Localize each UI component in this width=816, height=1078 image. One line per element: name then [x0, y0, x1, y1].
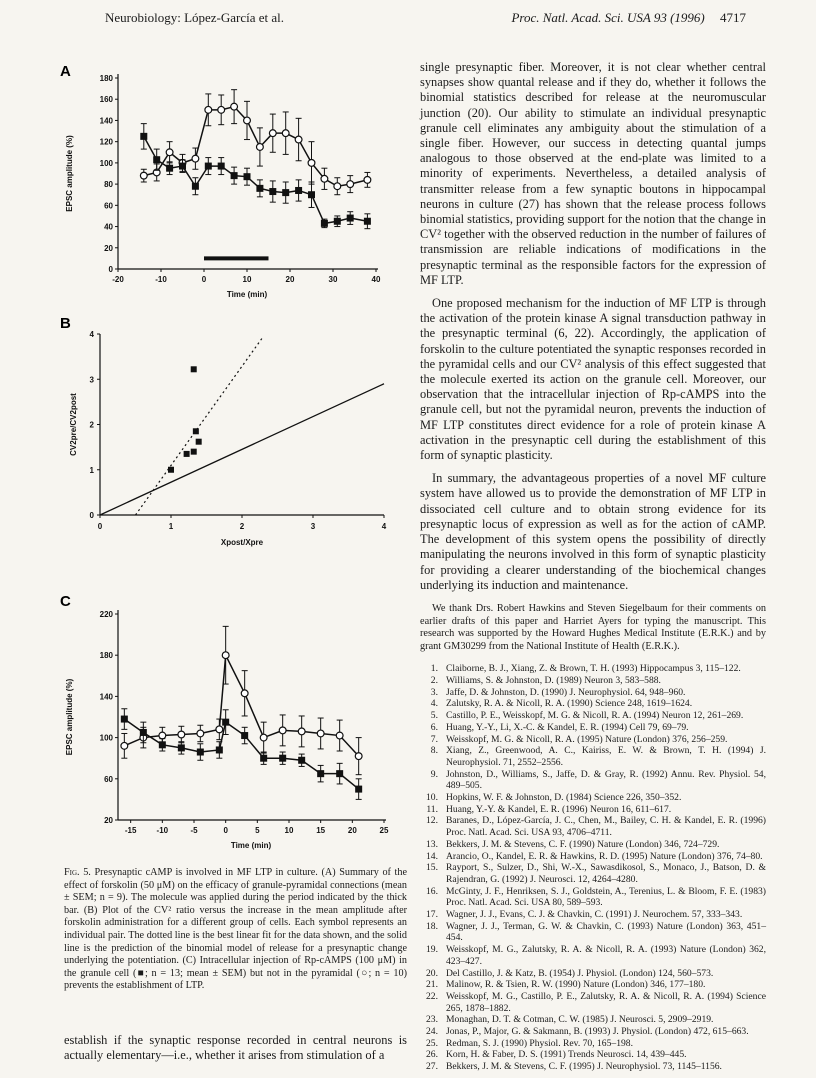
reference-item: [420, 944, 766, 967]
body-paragraph-3: In summary, the advantageous properties of a novel MF culture system have allowed us to provide the demonstration of MF LTP in dissociated cell culture and to obtain strong evidence for its presynaptic locus of expression as well as for the action of cAMP. The development of this system opens the possibility of directly manipulating the neurons involved in this form of synaptic plasticity for providing a clearer understanding of the biochemical changes underlying its induction and maintenance.: [420, 471, 766, 592]
scatter-point: [191, 449, 197, 455]
reference-number: 3.: [430, 686, 438, 698]
y-tick-label: 180: [99, 74, 113, 83]
data-point-filled: [269, 188, 276, 195]
figure-caption: [64, 867, 407, 993]
scatter-point: [193, 428, 199, 434]
y-tick-label: 120: [99, 137, 113, 147]
y-tick-label: 20: [104, 243, 113, 253]
data-point-open: [178, 731, 185, 738]
reference-number: 27.: [426, 1061, 438, 1073]
reference-number: 12.: [426, 815, 438, 827]
reference-text: Weisskopf, M. G., Zalutsky, R. A. & Nicoll, R. A. (1993) Nature (London) 362, 423–427.: [446, 944, 766, 967]
x-tick-label: 0: [201, 275, 207, 284]
data-point-open: [308, 159, 315, 166]
reference-item: [420, 979, 766, 991]
data-point-open: [244, 117, 251, 124]
reference-item: [420, 921, 766, 944]
reference-item: [420, 862, 766, 885]
reference-item: [420, 909, 766, 921]
y-tick-label: 160: [99, 95, 113, 105]
caption-text: Presynaptic cAMP is involved in MF LTP in culture. (A) Summary of the effect of forskolin (50 μM) on the efficacy of granule-pyramidal connections (mean ± SEM; n = 9). The molecule was applied during the period indicated by the thick bar. (B) Plot of the CV² ratio versus the increase in the mean amplitude after forskolin administration for a different group of cells. Each symbol represents an individual pair. The dotted line is the best linear fit for the data shown, and the solid line is the prediction of the binomial model of release for a presynaptic change underlying the potentiation. (C) Intracellular injection of Rp-cAMPS (100 μM) in the granule cell (■; n = 13; mean ± SEM) but not in the pyramidal (○; n = 10) prevents the establishment of LTP.: [64, 867, 407, 992]
y-tick-label: 140: [99, 692, 113, 702]
x-tick-label: 3: [310, 522, 316, 531]
y-tick-label: 2: [89, 420, 94, 430]
reference-item: [420, 792, 766, 804]
y-axis-label: EPSC amplitude (%): [65, 135, 74, 212]
reference-text: Monaghan, D. T. & Cotman, C. W. (1985) J. Neurosci. 5, 2909–2919.: [446, 1014, 714, 1026]
reference-item: [420, 734, 766, 746]
reference-text: Wagner, J. J., Evans, C. J. & Chavkin, C. (1991) J. Neurochem. 57, 333–343.: [446, 909, 743, 921]
data-point-open: [282, 130, 289, 137]
x-tick-label: -15: [124, 826, 137, 835]
data-point-filled: [279, 755, 286, 762]
reference-number: 25.: [426, 1037, 438, 1049]
scatter-point: [191, 366, 197, 372]
data-point-filled: [178, 744, 185, 751]
data-point-filled: [159, 741, 166, 748]
y-axis-label: CV2pre/CV2post: [69, 393, 78, 456]
y-tick-label: 60: [104, 201, 113, 211]
reference-item: [420, 839, 766, 851]
reference-item: [420, 722, 766, 734]
body-paragraph-2: One proposed mechanism for the induction of MF LTP is through the activation of the protein kinase A signal transduction pathway in the presynaptic terminal (6, 22). Accordingly, the application of forskolin to the culture potentiated the synaptic responses recorded in the pyramidal cells and our CV² analysis of this effect suggested that the molecule exerted its action on the granule cell. Moreover, our observation that the intracellular injection of Rp-cAMPS into the granule cell, but not the pyramidal neuron, prevents the induction of MF LTP constitutes direct evidence for a role of protein kinase A activation in the presynaptic cell during the establishment of this form of synaptic plasticity.: [420, 296, 766, 463]
reference-text: Rayport, S., Sulzer, D., Shi, W.-X., Sawasdikosol, S., Monaco, J., Batson, D. & Rajendran, G. (1992) J. Neurosci. 12, 4264–4280.: [446, 862, 766, 885]
x-tick-label: 10: [284, 826, 294, 835]
reference-number: 7.: [430, 733, 438, 745]
running-header: [0, 10, 816, 30]
data-point-filled: [336, 770, 343, 777]
chart-b: [58, 312, 403, 557]
reference-text: Bekkers, J. M. & Stevens, C. F. (1990) Nature (London) 346, 724–729.: [446, 838, 720, 850]
page-number: 4717: [720, 10, 746, 25]
reference-text: Arancio, O., Kandel, E. R. & Hawkins, R. D. (1995) Nature (London) 376, 74–80.: [446, 850, 763, 862]
data-point-open: [334, 183, 341, 190]
data-point-filled: [282, 189, 289, 196]
figure-panel-b: [58, 312, 403, 557]
open-series-line: [144, 107, 368, 187]
x-axis-label: Time (min): [230, 841, 272, 850]
x-tick-label: 1: [168, 522, 174, 531]
scatter-point: [196, 439, 202, 445]
data-point-open: [336, 732, 343, 739]
scatter-point: [184, 451, 190, 457]
chart-c: [58, 592, 403, 854]
body-left-paragraph: establish if the synaptic response recorded in central neurons is actually elementary—i.e., whether it arises from stimulation of a: [64, 1033, 407, 1062]
reference-number: 15.: [426, 862, 438, 874]
x-tick-label: 2: [239, 522, 245, 531]
reference-number: 11.: [426, 803, 438, 815]
reference-number: 20.: [426, 967, 438, 979]
data-point-filled: [347, 215, 354, 222]
x-tick-label: 15: [316, 826, 326, 835]
x-tick-label: 0: [97, 522, 103, 531]
y-tick-label: 100: [99, 733, 113, 743]
data-point-filled: [260, 755, 267, 762]
data-point-open: [222, 652, 229, 659]
reference-text: Bekkers, J. M. & Stevens, C. F. (1995) J. Neurophysiol. 73, 1145–1156.: [446, 1061, 722, 1073]
y-tick-label: 220: [99, 610, 113, 619]
x-tick-label: -10: [156, 826, 169, 835]
x-tick-label: 4: [381, 522, 387, 531]
reference-item: [420, 851, 766, 863]
reference-text: Malinow, R. & Tsien, R. W. (1990) Nature (London) 346, 177–180.: [446, 979, 706, 991]
caption-lead: Fig. 5.: [64, 867, 91, 878]
reference-text: Baranes, D., López-García, J. C., Chen, M., Bailey, C. H. & Kandel, E. R. (1996) Proc. Natl. Acad. Sci. USA 93, 4706–4711.: [446, 815, 766, 839]
data-point-filled: [218, 163, 225, 170]
reference-item: [420, 698, 766, 710]
data-point-filled: [216, 746, 223, 753]
reference-item: [420, 675, 766, 687]
reference-item: [420, 804, 766, 816]
data-point-open: [166, 149, 173, 156]
data-point-filled: [364, 218, 371, 225]
data-point-filled: [321, 220, 328, 227]
figure-panel-c: [58, 592, 403, 854]
panel-label: A: [60, 63, 71, 80]
reference-text: Weisskopf, M. G. & Nicoll, R. A. (1995) Nature (London) 376, 256–259.: [446, 733, 728, 745]
data-point-filled: [140, 729, 147, 736]
reference-item: [420, 745, 766, 768]
reference-item: [420, 968, 766, 980]
x-tick-label: 5: [255, 826, 260, 835]
data-point-open: [257, 144, 264, 151]
reference-item: [420, 1038, 766, 1050]
reference-text: Jonas, P., Major, G. & Sakmann, B. (1993) J. Physiol. (London) 472, 615–663.: [446, 1026, 749, 1038]
data-point-open: [295, 136, 302, 143]
data-point-open: [197, 730, 204, 737]
panel-label: C: [60, 593, 71, 610]
y-tick-label: 0: [108, 265, 113, 274]
reference-text: Wagner, J. J., Terman, G. W. & Chavkin, C. (1993) Nature (London) 363, 451–454.: [446, 920, 766, 944]
reference-number: 9.: [430, 768, 438, 780]
reference-number: 17.: [426, 909, 438, 921]
reference-number: 13.: [426, 838, 438, 850]
y-tick-label: 1: [89, 465, 94, 475]
y-tick-label: 0: [89, 511, 94, 520]
data-point-open: [321, 175, 328, 182]
y-tick-label: 20: [104, 816, 113, 825]
reference-number: 14.: [426, 850, 438, 862]
header-journal-block: [511, 10, 746, 26]
figure-panel-a: [58, 62, 403, 302]
reference-text: Jaffe, D. & Johnston, D. (1990) J. Neurophysiol. 64, 948–960.: [446, 686, 686, 698]
data-point-filled: [205, 163, 212, 170]
binomial-prediction-line: [100, 384, 384, 515]
reference-list: [420, 663, 766, 1073]
reference-item: [420, 1049, 766, 1061]
x-tick-label: -20: [112, 275, 124, 284]
chart-a: [58, 62, 403, 302]
reference-item: [420, 886, 766, 909]
data-point-filled: [298, 757, 305, 764]
data-point-open: [216, 726, 223, 733]
scatter-point: [168, 467, 174, 473]
y-tick-label: 4: [89, 330, 94, 339]
reference-text: Williams, S. & Johnston, D. (1989) Neuron 3, 583–588.: [446, 674, 661, 686]
data-point-filled: [244, 173, 251, 180]
data-point-open: [355, 753, 362, 760]
data-point-filled: [308, 191, 315, 198]
reference-number: 18.: [426, 920, 438, 932]
y-tick-label: 60: [104, 774, 113, 784]
data-point-open: [192, 155, 199, 162]
reference-item: [420, 1014, 766, 1026]
data-point-open: [140, 172, 147, 179]
data-point-filled: [317, 770, 324, 777]
data-point-filled: [241, 732, 248, 739]
data-point-open: [218, 106, 225, 113]
data-point-filled: [222, 719, 229, 726]
reference-text: Del Castillo, J. & Katz, B. (1954) J. Physiol. (London) 124, 560–573.: [446, 967, 714, 979]
data-point-filled: [295, 187, 302, 194]
x-tick-label: -10: [155, 275, 167, 284]
reference-text: Xiang, Z., Greenwood, A. C., Kairiss, E. W. & Brown, T. H. (1994) J. Neurophysiol. 71, 2552–2556.: [446, 745, 766, 768]
x-tick-label: 0: [223, 826, 228, 835]
reference-number: 24.: [426, 1026, 438, 1038]
reference-text: Redman, S. J. (1990) Physiol. Rev. 70, 165–198.: [446, 1037, 633, 1049]
header-journal: Proc. Natl. Acad. Sci. USA 93 (1996): [511, 10, 705, 25]
x-tick-label: 30: [328, 275, 338, 284]
y-tick-label: 180: [99, 651, 113, 661]
data-point-open: [241, 690, 248, 697]
reference-number: 4.: [430, 698, 438, 710]
data-point-open: [205, 106, 212, 113]
x-tick-label: 40: [371, 275, 381, 284]
data-point-open: [298, 728, 305, 735]
reference-text: Zalutsky, R. A. & Nicoll, R. A. (1990) Science 248, 1619–1624.: [446, 698, 693, 710]
reference-number: 10.: [426, 792, 438, 804]
reference-number: 2.: [430, 674, 438, 686]
reference-number: 16.: [426, 885, 438, 897]
reference-text: Korn, H. & Faber, D. S. (1991) Trends Neurosci. 14, 439–445.: [446, 1049, 687, 1061]
x-axis-label: Xpost/Xpre: [220, 538, 264, 547]
y-tick-label: 140: [99, 116, 113, 126]
filled-series-line: [144, 136, 368, 223]
data-point-filled: [334, 218, 341, 225]
y-axis-label: EPSC amplitude (%): [65, 678, 74, 756]
open-series-line: [124, 655, 358, 756]
y-tick-label: 80: [104, 180, 113, 190]
data-point-open: [347, 181, 354, 188]
reference-number: 1.: [430, 663, 438, 675]
reference-item: [420, 769, 766, 792]
data-point-filled: [355, 786, 362, 793]
reference-number: 22.: [426, 990, 438, 1002]
body-paragraph-1: single presynaptic fiber. Moreover, it is not clear whether central synapses show quantal release and if they do, whether it follows the binomial statistics described for release at the neuromuscular junction (20). Our ability to stimulate an individual presynaptic granule cell eliminates any ambiguity about the stimulation of a single fiber. However, our success in detecting quantal jumps analogous to those observed at the end-plate was limited to a minority of experiments. Nevertheless, a detailed analysis of transmitter release from a few synaptic boutons in hippocampal neurons in culture (27) has shown that the release process follows binomial statistics, providing support for the notion that the change in CV² together with the observed reduction in the number of failures of transmission are reliable indications of modifications in the presynaptic terminal as the responsible factors for the expression of MF LTP.: [420, 60, 766, 287]
right-column: [420, 60, 766, 1073]
x-tick-label: 25: [379, 826, 389, 835]
panel-label: B: [60, 315, 71, 332]
reference-number: 5.: [430, 710, 438, 722]
reference-text: Weisskopf, M. G., Castillo, P. E., Zalutsky, R. A. & Nicoll, R. A. (1994) Science 265, 1878–1882.: [446, 990, 766, 1014]
reference-number: 19.: [426, 944, 438, 956]
x-axis-label: Time (min): [226, 290, 268, 299]
reference-text: Claiborne, B. J., Xiang, Z. & Brown, T. H. (1993) Hippocampus 3, 115–122.: [446, 663, 741, 675]
x-tick-label: 20: [285, 275, 295, 284]
reference-text: Huang, Y.-Y., Li, X.-C. & Kandel, E. R. (1994) Cell 79, 69–79.: [446, 721, 689, 733]
reference-number: 26.: [426, 1049, 438, 1061]
data-point-open: [260, 734, 267, 741]
data-point-filled: [179, 163, 186, 170]
reference-number: 23.: [426, 1014, 438, 1026]
data-point-filled: [121, 716, 128, 723]
header-section: Neurobiology: López-García et al.: [105, 10, 285, 25]
y-tick-label: 100: [99, 158, 113, 168]
x-tick-label: 20: [347, 826, 357, 835]
data-point-filled: [192, 183, 199, 190]
data-point-filled: [197, 749, 204, 756]
data-point-open: [159, 732, 166, 739]
x-tick-label: -5: [190, 826, 198, 835]
reference-item: [420, 687, 766, 699]
reference-item: [420, 710, 766, 722]
data-point-open: [269, 130, 276, 137]
data-point-open: [121, 742, 128, 749]
reference-text: Huang, Y.-Y. & Kandel, E. R. (1996) Neuron 16, 611–617.: [446, 803, 672, 815]
reference-text: Hopkins, W. F. & Johnston, D. (1984) Science 226, 350–352.: [446, 792, 682, 804]
acknowledgment: We thank Drs. Robert Hawkins and Steven Siegelbaum for their comments on earlier drafts of this paper and Harriet Ayers for typing the manuscript. This research was supported by the Howard Hughes Medical Institute (E.R.K.) and by grant GM30299 from the National Institute of Health (E.R.K.).: [420, 602, 766, 652]
reference-item: [420, 1026, 766, 1038]
reference-number: 21.: [426, 979, 438, 991]
data-point-filled: [231, 172, 238, 179]
data-point-filled: [166, 165, 173, 172]
x-tick-label: 10: [242, 275, 252, 284]
data-point-filled: [256, 185, 263, 192]
data-point-open: [364, 176, 371, 183]
reference-number: 8.: [430, 745, 438, 757]
reference-number: 6.: [430, 721, 438, 733]
reference-text: Johnston, D., Williams, S., Jaffe, D. & Gray, R. (1992) Annu. Rev. Physiol. 54, 489–505.: [446, 768, 766, 792]
y-tick-label: 3: [89, 375, 94, 385]
reference-item: [420, 815, 766, 838]
data-point-filled: [140, 133, 147, 140]
reference-item: [420, 1061, 766, 1073]
y-tick-label: 40: [104, 222, 113, 232]
reference-text: Castillo, P. E., Weisskopf, M. G. & Nicoll, R. A. (1994) Neuron 12, 261–269.: [446, 710, 744, 722]
reference-item: [420, 991, 766, 1014]
data-point-open: [231, 103, 238, 110]
linear-fit-line: [136, 339, 262, 515]
filled-series-line: [124, 719, 358, 789]
data-point-filled: [153, 156, 160, 163]
data-point-open: [279, 727, 286, 734]
reference-item: [420, 663, 766, 675]
reference-text: McGinty, J. F., Henriksen, S. J., Goldstein, A., Terenius, L. & Bloom, F. E. (1983) Proc. Natl. Acad. Sci. USA 80, 589–593.: [446, 885, 766, 909]
data-point-open: [317, 730, 324, 737]
